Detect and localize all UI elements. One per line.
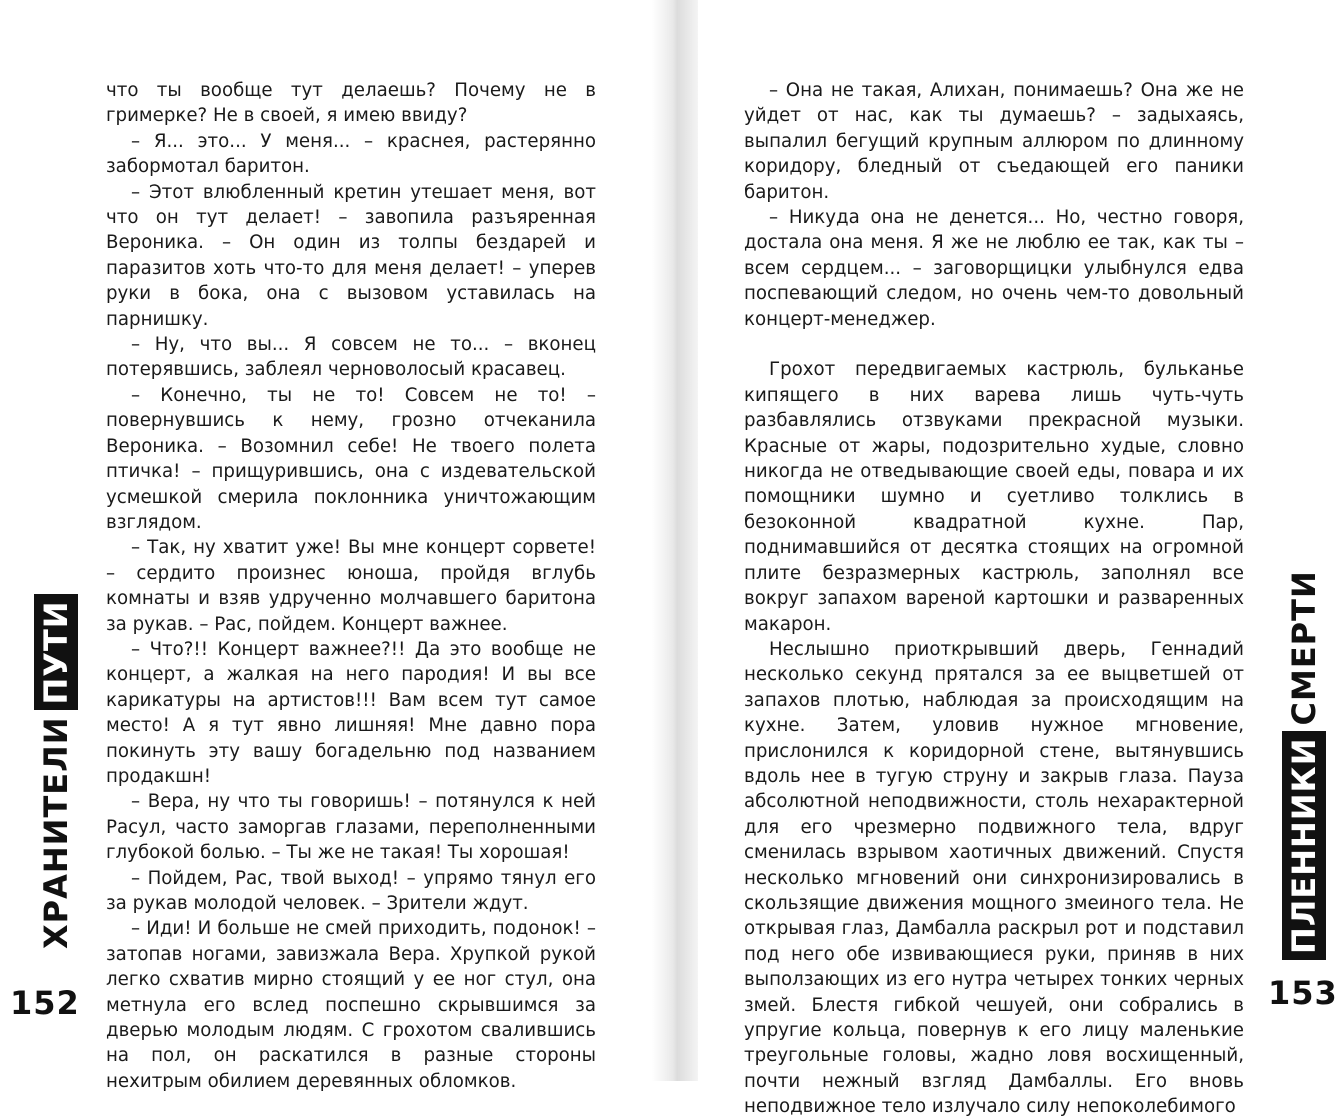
paragraph: – Пойдем, Рас, твой выход! – упрямо тянул его за рукав молодой человек. – Зрители ждут.: [106, 867, 596, 914]
paragraph: – Я... это... У меня... – краснея, растерянно забормотал баритон.: [106, 130, 596, 178]
left-page-text: [106, 78, 596, 1094]
paragraph: Неслышно приоткрывший дверь, Геннадий несколько секунд прятался за ее выцветшей от запахов плотью, наблюдая за происходящим на кухне. Затем, уловив нужное мгновение, прислонился к коридорной стене, вытянувшись вдоль нее в тугую струну и закрыв глаза. Пауза абсолютной неподвижности, столь нехарактерной для его чрезмерно подвижного тела, вдруг сменилась взрывом хаотичных движений. Спустя несколько мгновений они синхронизировались в скользящие движения мощного змеиного тела. Не открывая глаз, Дамбалла раскрыл рот и подставил под него обе извивающиеся руки, приняв в них выползающих из его нутра четырех тонких черных змей. Блестя гибкой чешуей, они собрались в упругие кольца, повернув к его лицу маленькие треугольные головы, жадно ловя восхищенный, почти нежный взгляд Дамбаллы. Его вновь неподвижное тело излучало силу непоколебимого: [744, 638, 1244, 1118]
running-head-part2: СМЕРТИ: [1285, 570, 1323, 726]
paragraph: – Ну, что вы... Я совсем не то... – вконец потерявшись, заблеял черноволосый красавец.: [106, 334, 596, 381]
right-page-text: [744, 78, 1244, 1120]
paragraph: – Иди! И больше не смей приходить, подонок! – затопав ногами, завизжала Вера. Хрупкой рукой легко схватив мирно стоящий у ее ног стул, она метнула его вслед поспешно скрывшимся за дверью молодым людям. С грохотом свалившись на пол, он раскатился в разные стороны нехитрым обилием деревянных обломков.: [106, 918, 596, 1092]
paragraph: – Вера, ну что ты говоришь! – потянулся к ней Расул, часто заморгав глазами, переполненными глубокой болью. – Ты же не такая! Ты хорошая!: [106, 791, 596, 864]
paragraph: – Так, ну хватит уже! Вы мне концерт сорвете! – сердито произнес юноша, пройдя вглубь комнаты и взяв удрученно молчавшего баритона за рукав. – Рас, пойдем. Концерт важнее.: [106, 537, 596, 635]
running-head-part2: ПУТИ: [34, 594, 78, 710]
page-number-right: 153: [1268, 974, 1338, 1012]
paragraph: что ты вообще тут делаешь? Почему не в гримерке? Не в своей, я имею ввиду?: [106, 80, 596, 127]
paragraph: – Конечно, ты не то! Совсем не то! – повернувшись к нему, грозно отчеканила Вероника. – Возомнил себе! Не твоего полета птичка! – прищурившись, она с издевательской усмешкой смерила поклонника уничтожающим взглядом.: [106, 384, 596, 533]
running-head-right: [1282, 564, 1326, 960]
paragraph: Грохот передвигаемых кастрюль, бульканье кипящего в них варева лишь чуть-чуть разбавлялись отзвуками прекрасной музыки. Красные от жары, подозрительно худые, словно никогда не отведывающие своей еды, повара и их помощники шумно и суетливо толклись в безоконной квадратной кухне. Пар, поднимавшийся от десятка стоящих на огромной плите безразмерных кастрюль, заполнял все вокруг запахом вареной картошки и разваренных макарон.: [744, 359, 1244, 635]
paragraph: – Никуда она не денется... Но, честно говоря, достала она меня. Я же не люблю ее так, как ты – всем сердцем... – заговорщицки улыбнулся едва поспевающий следом, но очень чем-то довольный концерт-менеджер.: [744, 207, 1244, 330]
running-head-part1: ПЛЕННИКИ: [1282, 732, 1326, 961]
running-head-left: [34, 594, 78, 955]
left-page: [0, 0, 660, 1092]
paragraph: – Что?!! Концерт важнее?!! Да это вообще не концерт, а жалкая на него пародия! И вы все карикатуры на артистов!!! Вам всем тут самое место! А я тут явно лишняя! Мне давно пора покинуть эту вашу богадельню под названием продакшн!: [106, 638, 596, 787]
right-page: [690, 0, 1341, 1118]
paragraph: – Она не такая, Алихан, понимаешь? Она же не уйдет от нас, как ты думаешь? – задыхаясь, выпалил бегущий крупным аллюром по длинному коридору, бледный от съедающей его паники баритон.: [744, 80, 1244, 203]
page-number-left: 152: [10, 984, 80, 1022]
paragraph: – Этот влюбленный кретин утешает меня, вот что он тут делает! – завопила разъяренная Вероника. – Он один из толпы бездарей и паразитов хоть что-то для меня делает! – уперев руки в бока, она с вызовом уставилась на парнишку.: [106, 181, 596, 330]
running-head-part1: ХРАНИТЕЛИ: [37, 716, 75, 949]
